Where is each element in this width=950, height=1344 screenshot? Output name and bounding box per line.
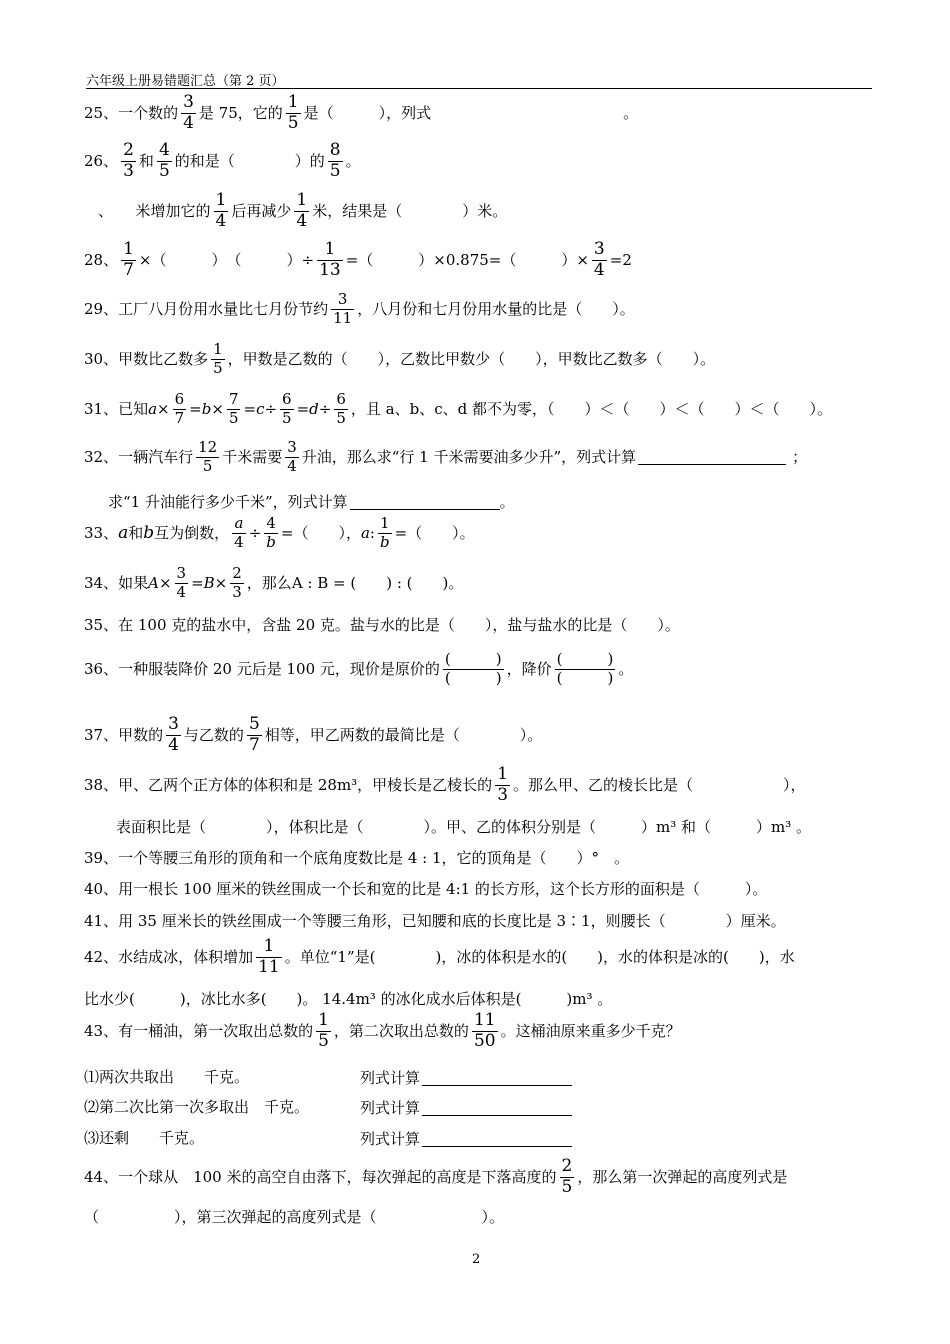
text: ，八月份和七月份用水量的比是（ ）。 [357,299,635,318]
question-43-sub-1: ⑴两次共取出 千克。 [84,1068,250,1086]
text: 31、已知 [84,399,149,418]
question-28 [84,241,632,280]
fraction-blank[interactable]: $\frac{( )}{( )}$ [444,650,502,687]
text: 千米需要 [222,447,283,466]
question-32 [84,440,807,475]
question-38 [84,766,806,805]
answer-blank[interactable] [422,1070,572,1086]
header-divider [86,88,872,89]
answer-blank[interactable] [422,1100,572,1116]
fraction: $\frac{8}{5}$ [329,140,341,181]
fraction-blank[interactable]: $\frac{( )}{( )}$ [556,650,614,687]
text: =（ ）×0.875=（ ）× [345,250,589,269]
text: ，那么第一次弹起的高度列式是 [577,1167,788,1186]
fraction: $\frac{3}{4}$ [183,92,194,133]
text: 36、一种服装降价 20 元后是 100 元，现价是原价的 [84,659,440,678]
question-30 [84,342,715,377]
calc-row-2 [360,1100,572,1116]
var-c: c [256,399,265,418]
fraction: $\frac{11}{50}$ [473,1010,496,1051]
answer-blank[interactable] [422,1131,572,1147]
text: 。那么甲、乙的棱长比是（ ）， [513,775,806,794]
text: 后再减少 [231,201,292,220]
fraction: $\frac{a}{4}$ [234,514,244,551]
ratio-expression: A : B = ( ) : ( ) [291,573,449,592]
question-31 [84,392,832,427]
text: ，降价 [506,659,552,678]
text: 相等，甲乙两数的最简比是（ ）。 [264,725,543,744]
text: 25、一个数的 [84,103,179,122]
text: 、 米增加它的 [98,201,211,220]
fraction: $\frac{7}{5}$ [228,390,239,427]
question-43 [84,1012,681,1051]
text: 米，结果是（ ）米。 [312,201,508,220]
calc-row-1 [360,1070,572,1086]
fraction: $\frac{1}{5}$ [287,92,299,133]
question-41: 41、用 35 厘米长的铁丝围成一个等腰三角形，已知腰和底的长度比是 3∶1，则腰长（ ）厘米。 [84,912,786,930]
text: 的和是（ ）的 [174,151,325,170]
question-36 [84,652,633,687]
text: 和 [128,523,144,542]
fraction: $\frac{3}{4}$ [176,564,187,601]
text: 。 [618,659,634,678]
question-43-sub-2: ⑵第二次比第一次多取出 千克。 [84,1098,310,1116]
text: =2 [609,250,632,269]
fraction: $\frac{3}{4}$ [287,438,297,475]
text: 列式计算 [360,1129,421,1148]
fraction: $\frac{1}{7}$ [123,239,134,280]
text: 38、甲、乙两个正方体的体积和是 28m³，甲棱长是乙棱长的 [84,775,493,794]
fraction: $\frac{3}{4}$ [168,714,179,755]
op: × [158,573,172,592]
fraction: $\frac{1}{5}$ [213,340,223,377]
text: ； [792,447,808,466]
text: =（ ）。 [394,523,475,542]
op: × [211,399,224,418]
fraction: $\frac{4}{b}$ [266,514,276,551]
fraction: $\frac{1}{4}$ [296,190,308,231]
calc-row-3 [360,1131,572,1147]
text: 列式计算 [360,1068,421,1087]
op: × [214,573,228,592]
answer-blank[interactable] [638,449,786,465]
fraction: $\frac{2}{3}$ [123,140,134,181]
op: : [369,523,375,542]
op: = [296,399,310,418]
question-32-line2 [108,494,515,510]
var-d: d [309,399,319,418]
var-b: b [143,522,155,543]
text: 37、甲数的 [84,725,164,744]
question-38-line2: 表面积比是（ ），体积比是（ ）。甲、乙的体积分别是（ ）m³ 和（ ）m³ 。 [116,818,812,836]
text: ×（ ） （ ）÷ [138,250,315,269]
text: 与乙数的 [183,725,244,744]
fraction: $\frac{6}{5}$ [336,390,346,427]
text: 29、工厂八月份用水量比七月份节约 [84,299,329,318]
var-a: a [360,523,370,542]
question-27 [98,192,507,231]
question-44-line2: （ ），第三次弹起的高度列式是（ ）。 [84,1208,505,1226]
text: 34、如果 [84,573,149,592]
text: 互为倒数， [154,523,230,542]
var-a: a [148,399,158,418]
question-43-sub-3: ⑶还剩 千克。 [84,1129,205,1147]
text: 30、甲数比乙数多 [84,349,209,368]
question-34 [84,566,463,601]
fraction: $\frac{12}{5}$ [198,438,218,475]
op: ÷ [248,523,262,542]
fraction: $\frac{1}{b}$ [379,514,390,551]
text: 。单位“1”是( )，冰的体积是水的( )，水的体积是冰的( )，水 [284,947,795,966]
text: 。 [345,151,361,170]
op: ÷ [264,399,278,418]
text: 和 [138,151,154,170]
fraction: $\frac{1}{13}$ [319,239,341,280]
text: 是 75，它的 [198,103,283,122]
var-A: A [148,573,159,592]
op: × [157,399,170,418]
fraction: $\frac{2}{3}$ [232,564,242,601]
question-37 [84,716,542,755]
text: =（ ）， [280,523,361,542]
question-39: 39、一个等腰三角形的顶角和一个底角度数比是 4 : 1，它的顶角是（ ）° 。 [84,849,630,867]
text: 。 [448,573,464,592]
text: ，甲数是乙数的（ ），乙数比甲数少（ ），甲数比乙数多（ ）。 [227,349,716,368]
fraction: $\frac{6}{5}$ [282,390,292,427]
fraction: $\frac{4}{5}$ [158,140,170,181]
question-29 [84,292,635,327]
question-25 [84,94,638,133]
var-B: B [203,573,215,592]
page-number: 2 [472,1252,481,1267]
question-42 [84,938,795,977]
fraction: $\frac{1}{4}$ [215,190,227,231]
fraction: $\frac{5}{7}$ [248,714,260,755]
fraction: $\frac{3}{11}$ [333,290,353,327]
text: 28、 [84,250,119,269]
text: 。 [623,103,639,122]
op: = [191,573,204,592]
question-35: 35、在 100 克的盐水中，含盐 20 克。盐与水的比是（ ），盐与盐水的比是（ ）。 [84,616,680,634]
text: ，第二次取出总数的 [333,1021,469,1040]
text: 33、 [84,523,119,542]
fraction: $\frac{6}{7}$ [174,390,185,427]
text: ，那么 [246,573,292,592]
text: 43、有一桶油，第一次取出总数的 [84,1021,314,1040]
text: ，且 a、b、c、d 都不为零，（ ）＜（ ）＜（ ）＜（ ）。 [350,399,832,418]
var-a: a [118,522,129,543]
text: 。这桶油原来重多少千克？ [500,1021,681,1040]
question-33 [84,516,475,551]
text: 列式计算 [360,1098,421,1117]
text: 26、 [84,151,119,170]
text: 求“1 升油能行多少千米”，列式计算 [108,492,348,511]
op: ÷ [318,399,332,418]
op: = [189,399,202,418]
page-header: 六年级上册易错题汇总（第 2 页） [86,74,285,89]
op: = [243,399,257,418]
text: 32、一辆汽车行 [84,447,194,466]
text: 42、水结成冰，体积增加 [84,947,254,966]
question-44 [84,1158,787,1197]
text: 是（ ），列式 [303,103,432,122]
fraction: $\frac{1}{11}$ [258,936,280,977]
fraction: $\frac{2}{5}$ [561,1156,573,1197]
answer-blank[interactable] [350,494,500,510]
var-b: b [201,399,212,418]
fraction: $\frac{1}{5}$ [318,1010,329,1051]
question-42-line2: 比水少( )，冰比水多( )。 14.4m³ 的冰化成水后体积是( )m³ 。 [84,990,613,1008]
fraction: $\frac{3}{4}$ [593,239,605,280]
text: 。 [499,492,515,511]
fraction: $\frac{1}{3}$ [497,764,509,805]
text: 升油，那么求“行 1 千米需要油多少升”，列式计算 [301,447,637,466]
question-40: 40、用一根长 100 厘米的铁丝围成一个长和宽的比是 4:1 的长方形，这个长方形的面积是（ ）。 [84,880,768,898]
text: 44、一个球从 100 米的高空自由落下，每次弹起的高度是下落高度的 [84,1167,557,1186]
question-26 [84,142,361,181]
